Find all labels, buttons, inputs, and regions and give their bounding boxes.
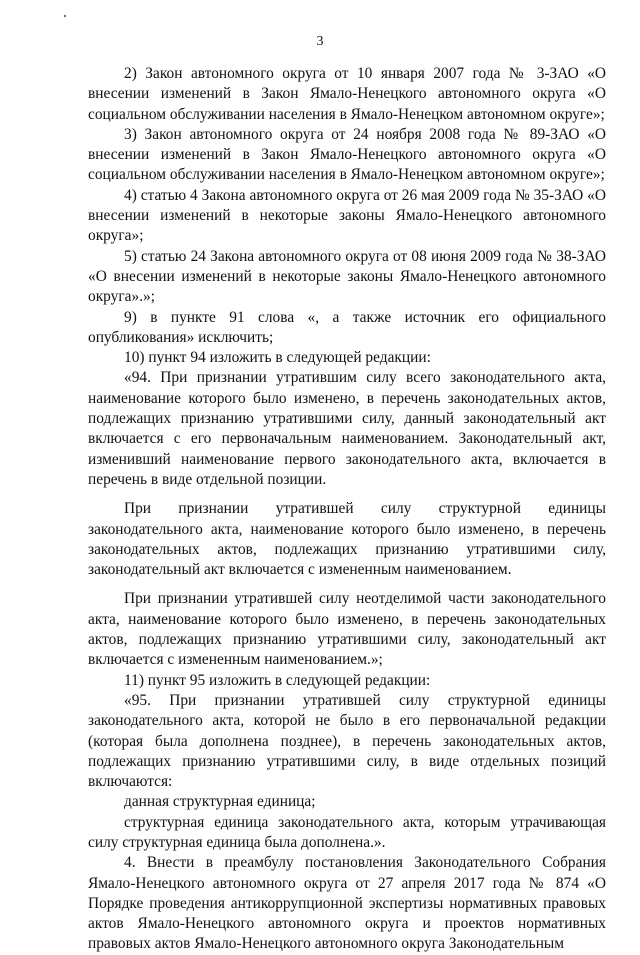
item-2-law-2007: 2) Закон автономного округа от 10 января 2007 года № 3-ЗАО «О внесении изменений в Закон Ямало-Ненецкого автономного округа «О социальном обслуживании населения в Ямало-Ненецком автономном округе»; <box>88 65 606 123</box>
document-body <box>88 64 606 955</box>
clause-94-text-3: При признании утратившей силу неотделимой части законодательного акта, наименование которого было изменено, в перечень законодательных актов, подлежащих признанию утратившими силу, законодательный акт включается с измененным наименованием.»; <box>88 590 606 669</box>
item-9-clause-91: 9) в пункте 91 слова «, а также источник его официального опубликования» исключить; <box>88 308 606 346</box>
clause-95-text: «95. При признании утратившей силу структурной единицы законодательного акта, которой не было в его первоначальной редакции (которая была дополнена позднее), в перечень законодательных актов, подлежащих признанию утратившими силу, в виде отдельных позиций включаются: <box>88 691 606 791</box>
item-3-law-2008: 3) Закон автономного округа от 24 ноября 2008 года № 89-ЗАО «О внесении изменений в Закон Ямало-Ненецкого автономного округа «О социальном обслуживании населения в Ямало-Ненецком автономном округе»; <box>88 125 606 184</box>
item-11-clause-95: 11) пункт 95 изложить в следующей редакции: <box>124 671 431 689</box>
item-10-clause-94: 10) пункт 94 изложить в следующей редакции: <box>124 349 431 367</box>
scan-speck <box>64 15 66 17</box>
section-4-preamble: 4. Внести в преамбулу постановления Законодательного Собрания Ямало-Ненецкого автономного округа от 27 апреля 2017 года № 874 «О Порядке проведения антикоррупционной экспертизы нормативных правовых актов Ямало-Ненецкого автономного округа и проектов нормативных правовых актов Ямало-Ненецкого автономного округа Законодательным <box>88 854 606 953</box>
clause-95-item-1: данная структурная единица; <box>124 793 316 811</box>
clause-94-text-1: «94. При признании утратившим силу всего законодательного акта, наименование которого было изменено, в перечень законодательных актов, подлежащих признанию утратившими силу, данный законодательный акт включается с его первоначальным наименованием. Законодательный акт, изменивший наименование первого законодательного акта, включается в перечень в виде отдельной позиции. <box>88 369 606 488</box>
clause-95-item-2: структурная единица законодательного акта, которым утрачивающая силу структурная единица была дополнена.». <box>88 813 606 851</box>
clause-94-text-2: При признании утратившей силу структурной единицы законодательного акта, наименование которого было изменено, в перечень законодательных актов, подлежащих признанию утратившими силу, законодательный акт включается с измененным наименованием. <box>88 500 606 579</box>
item-5-article-24: 5) статью 24 Закона автономного округа от 08 июня 2009 года № 38-ЗАО «О внесении изменений в некоторые законы Ямало-Ненецкого автономного округа».»; <box>88 247 606 306</box>
page-number: 3 <box>316 34 324 49</box>
item-4-article-4: 4) статью 4 Закона автономного округа от 26 мая 2009 года № 35-ЗАО «О внесении изменений в некоторые законы Ямало-Ненецкого автономного округа»; <box>88 186 606 245</box>
